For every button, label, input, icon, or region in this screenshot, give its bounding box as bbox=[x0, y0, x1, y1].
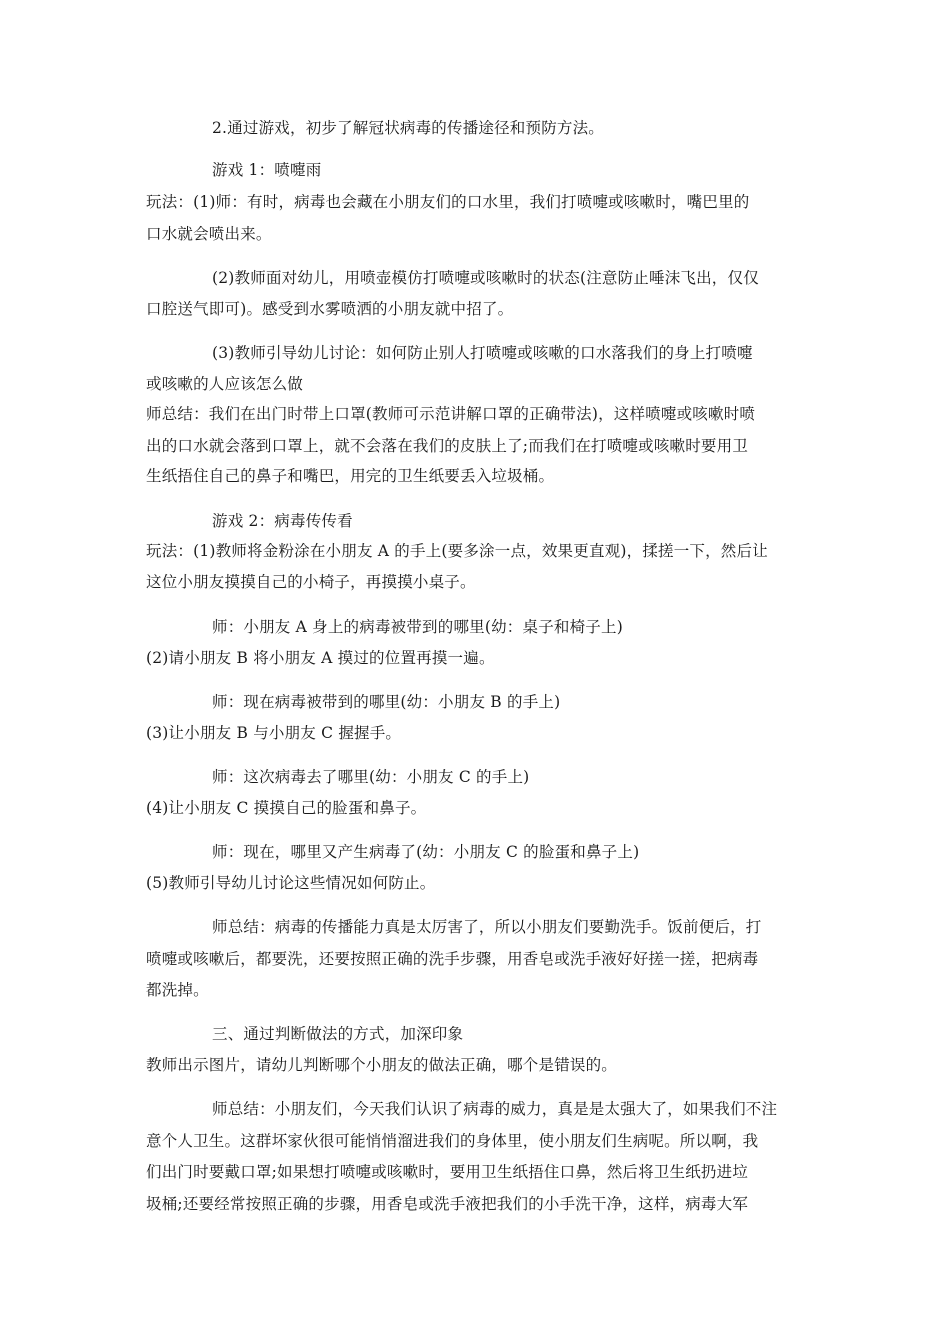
text-line: (2)教师面对幼儿，用喷壶模仿打喷嚏或咳嗽时的状态(注意防止唾沫飞出，仅仅 bbox=[212, 269, 759, 287]
summary-line: 生纸捂住自己的鼻子和嘴巴，用完的卫生纸要丢入垃圾桶。 bbox=[146, 467, 555, 485]
text-line: (3)教师引导幼儿讨论：如何防止别人打喷嚏或咳嗽的口水落我们的身上打喷嚏 bbox=[212, 344, 753, 362]
text-line: (3)让小朋友 B 与小朋友 C 握握手。 bbox=[146, 724, 402, 742]
text-line: (4)让小朋友 C 摸摸自己的脸蛋和鼻子。 bbox=[146, 799, 427, 817]
text-line: 师：小朋友 A 身上的病毒被带到的哪里(幼：桌子和椅子上) bbox=[212, 618, 623, 636]
game-1-heading: 游戏 1：喷嚏雨 bbox=[212, 161, 322, 179]
text-line: 玩法：(1)师：有时，病毒也会藏在小朋友们的口水里，我们打喷嚏或咳嗽时，嘴巴里的 bbox=[146, 193, 750, 211]
text-line: 师：现在，哪里又产生病毒了(幼：小朋友 C 的脸蛋和鼻子上) bbox=[212, 843, 640, 861]
objective-2-line: 2.通过游戏，初步了解冠状病毒的传播途径和预防方法。 bbox=[212, 119, 604, 137]
text-line: 玩法：(1)教师将金粉涂在小朋友 A 的手上(要多涂一点，效果更直观)，揉搓一下，然后让 bbox=[146, 542, 768, 560]
text-line: 这位小朋友摸摸自己的小椅子，再摸摸小桌子。 bbox=[146, 573, 476, 591]
game-2-heading: 游戏 2：病毒传传看 bbox=[212, 512, 353, 530]
text-line: 教师出示图片，请幼儿判断哪个小朋友的做法正确，哪个是错误的。 bbox=[146, 1056, 618, 1074]
summary-line: 师总结：我们在出门时带上口罩(教师可示范讲解口罩的正确带法)，这样喷嚏或咳嗽时喷 bbox=[146, 405, 756, 423]
text-line: 师：这次病毒去了哪里(幼：小朋友 C 的手上) bbox=[212, 768, 530, 786]
summary-line: 师总结：病毒的传播能力真是太厉害了，所以小朋友们要勤洗手。饭前便后，打 bbox=[212, 918, 762, 936]
summary-line: 喷嚏或咳嗽后，都要洗，还要按照正确的洗手步骤，用香皂或洗手液好好搓一搓，把病毒 bbox=[146, 950, 759, 968]
text-line: (2)请小朋友 B 将小朋友 A 摸过的位置再摸一遍。 bbox=[146, 649, 495, 667]
text-line: (5)教师引导幼儿讨论这些情况如何防止。 bbox=[146, 874, 436, 892]
section-3-heading: 三、通过判断做法的方式，加深印象 bbox=[212, 1025, 464, 1043]
text-line: 口水就会喷出来。 bbox=[146, 225, 272, 243]
text-line: 师：现在病毒被带到的哪里(幼：小朋友 B 的手上) bbox=[212, 693, 561, 711]
summary-line: 圾桶;还要经常按照正确的步骤，用香皂或洗手液把我们的小手洗干净，这样，病毒大军 bbox=[146, 1195, 749, 1213]
summary-line: 师总结：小朋友们，今天我们认识了病毒的威力，真是是太强大了，如果我们不注 bbox=[212, 1100, 778, 1118]
summary-line: 都洗掉。 bbox=[146, 981, 209, 999]
summary-line: 出的口水就会落到口罩上，就不会落在我们的皮肤上了;而我们在打喷嚏或咳嗽时要用卫 bbox=[146, 437, 749, 455]
text-line: 口腔送气即可)。感受到水雾喷洒的小朋友就中招了。 bbox=[146, 300, 514, 318]
text-line: 或咳嗽的人应该怎么做 bbox=[146, 375, 304, 393]
summary-line: 意个人卫生。这群坏家伙很可能悄悄溜进我们的身体里，使小朋友们生病呢。所以啊，我 bbox=[146, 1132, 759, 1150]
summary-line: 们出门时要戴口罩;如果想打喷嚏或咳嗽时，要用卫生纸捂住口鼻，然后将卫生纸扔进垃 bbox=[146, 1163, 749, 1181]
